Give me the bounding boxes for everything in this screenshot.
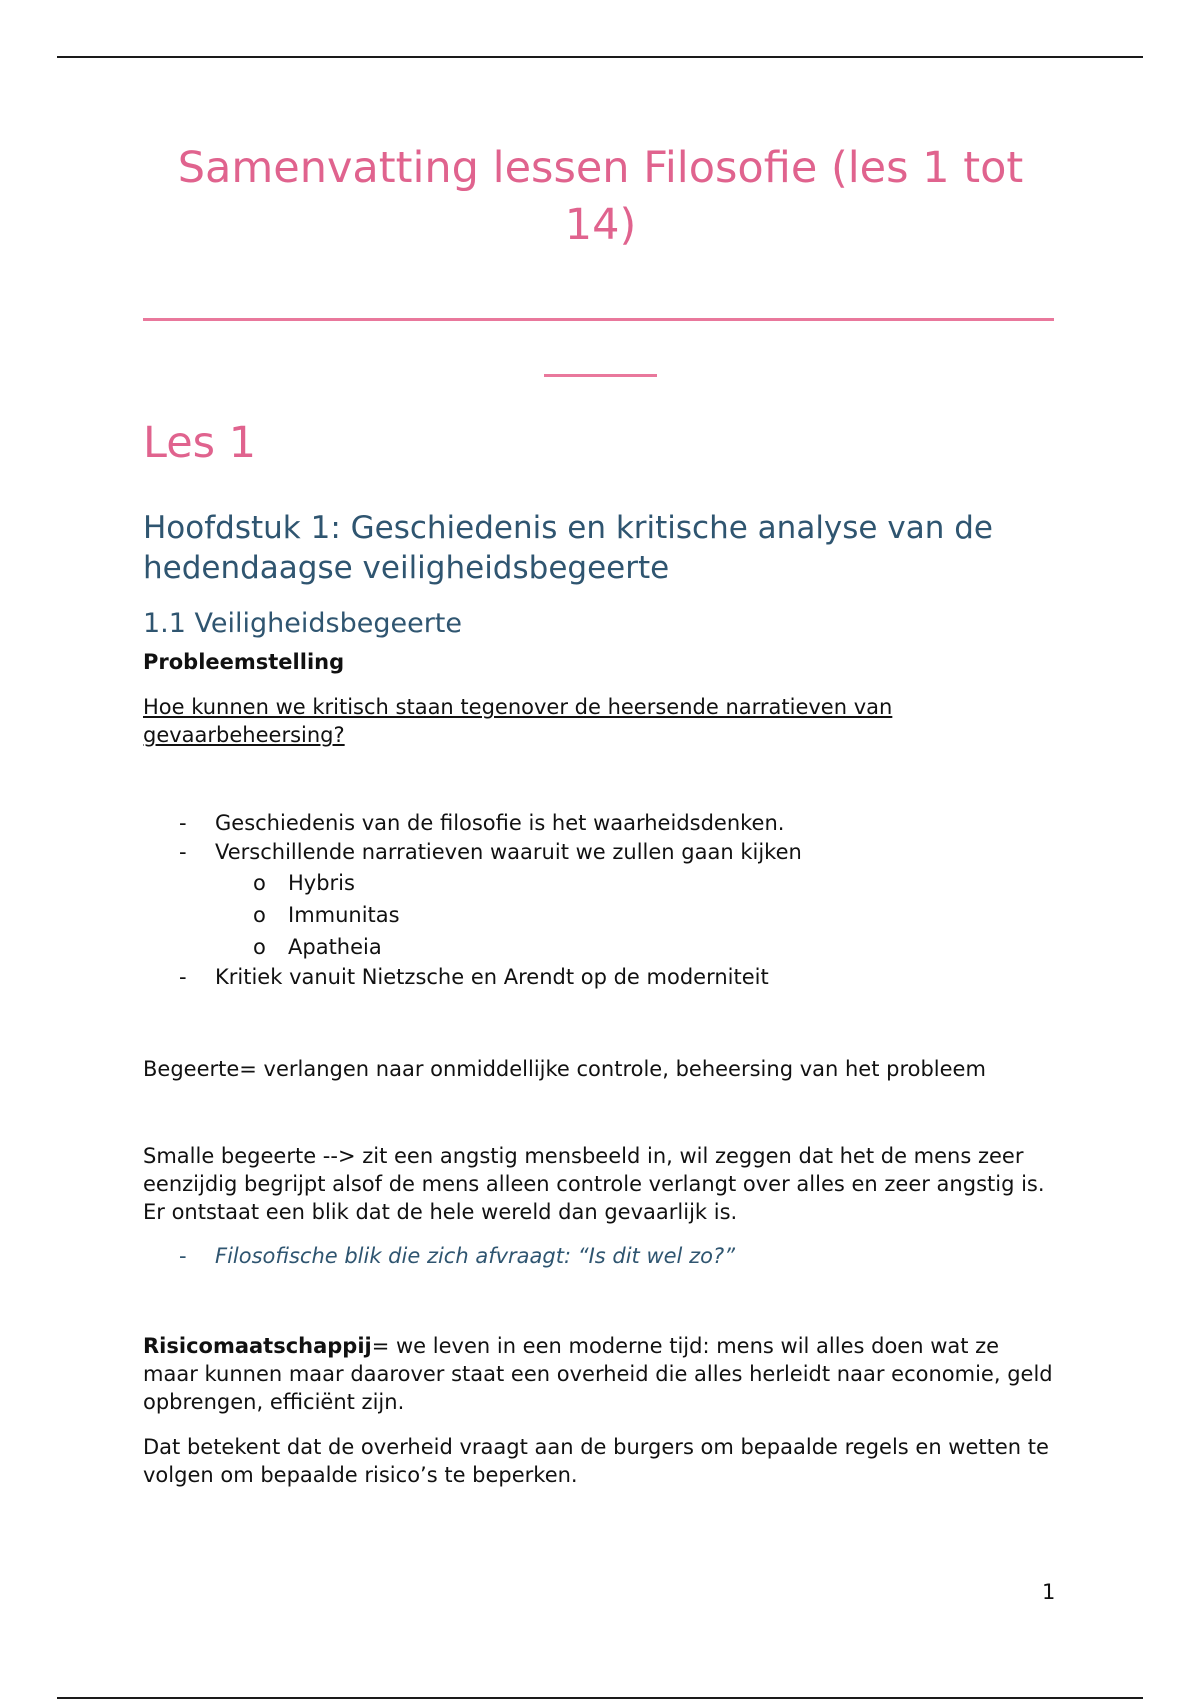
list-item-text: Verschillende narratieven waaruit we zullen gaan kijken — [215, 840, 802, 864]
list-item-text: Filosofische blik die zich afvraagt: “Is dit wel zo?” — [215, 1244, 735, 1268]
les-heading: Les 1 — [143, 418, 257, 468]
sub-list-item — [143, 899, 1058, 931]
list-item-text: Geschiedenis van de filosofie is het waarheidsdenken. — [215, 811, 785, 835]
sub-list-item-text: Immunitas — [288, 903, 400, 927]
term-risicomaatschappij: Risicomaatschappij — [143, 1334, 372, 1358]
dash-bullet: - — [179, 965, 187, 989]
list-item — [143, 809, 1058, 838]
topic-list — [143, 809, 1058, 992]
circle-bullet: o — [253, 903, 266, 927]
paragraph-smalle-begeerte: Smalle begeerte --> zit een angstig mensbeeld in, wil zeggen dat het de mens zeer eenzijdig begrijpt alsof de mens alleen controle verlangt over alles en zeer angstig is. Er ontstaat een blik dat de hele wereld dan gevaarlijk is. — [143, 1144, 1045, 1224]
page-top-rule — [57, 56, 1143, 58]
paragraph-risicomaatschappij — [143, 1332, 1058, 1416]
document-title: Samenvatting lessen Filosofie (les 1 tot 14) — [177, 143, 1024, 250]
page-bottom-rule — [57, 1697, 1143, 1699]
list-item-text: Kritiek vanuit Nietzsche en Arendt op de moderniteit — [215, 965, 769, 989]
section-heading: 1.1 Veiligheidsbegeerte — [143, 608, 462, 639]
dash-bullet: - — [179, 1244, 187, 1268]
circle-bullet: o — [253, 871, 266, 895]
sub-list-item-text: Apatheia — [288, 935, 382, 959]
probleemstelling-label: Probleemstelling — [143, 650, 345, 674]
paragraph-begeerte: Begeerte= verlangen naar onmiddellijke controle, beheersing van het probleem — [143, 1057, 986, 1081]
title-underline — [143, 318, 1054, 321]
sub-list-item — [143, 867, 1058, 899]
list-item — [143, 838, 1058, 867]
sub-list-item — [143, 931, 1058, 963]
list-item — [143, 1242, 1058, 1271]
italic-list — [143, 1242, 1058, 1271]
circle-bullet: o — [253, 935, 266, 959]
sub-list-item-text: Hybris — [288, 871, 355, 895]
dash-bullet: - — [179, 840, 187, 864]
chapter-heading: Hoofdstuk 1: Geschiedenis en kritische analyse van de hedendaagse veiligheidsbegeerte — [143, 510, 993, 586]
problem-question: Hoe kunnen we kritisch staan tegenover de heersende narratieven van gevaarbeheersing? — [143, 695, 893, 747]
definition-risicomaatschappij: = we leven in een moderne tijd: mens wil alles doen wat ze maar kunnen maar daarover staat een overheid die alles herleidt naar economie, geld opbrengen, efficiënt zijn. — [143, 1334, 1053, 1414]
list-item — [143, 963, 1058, 992]
page-number: 1 — [1042, 1580, 1056, 1604]
title-underline-short — [544, 374, 657, 377]
dash-bullet: - — [179, 811, 187, 835]
paragraph-overheid: Dat betekent dat de overheid vraagt aan de burgers om bepaalde regels en wetten te volgen om bepaalde risico’s te beperken. — [143, 1435, 1049, 1487]
